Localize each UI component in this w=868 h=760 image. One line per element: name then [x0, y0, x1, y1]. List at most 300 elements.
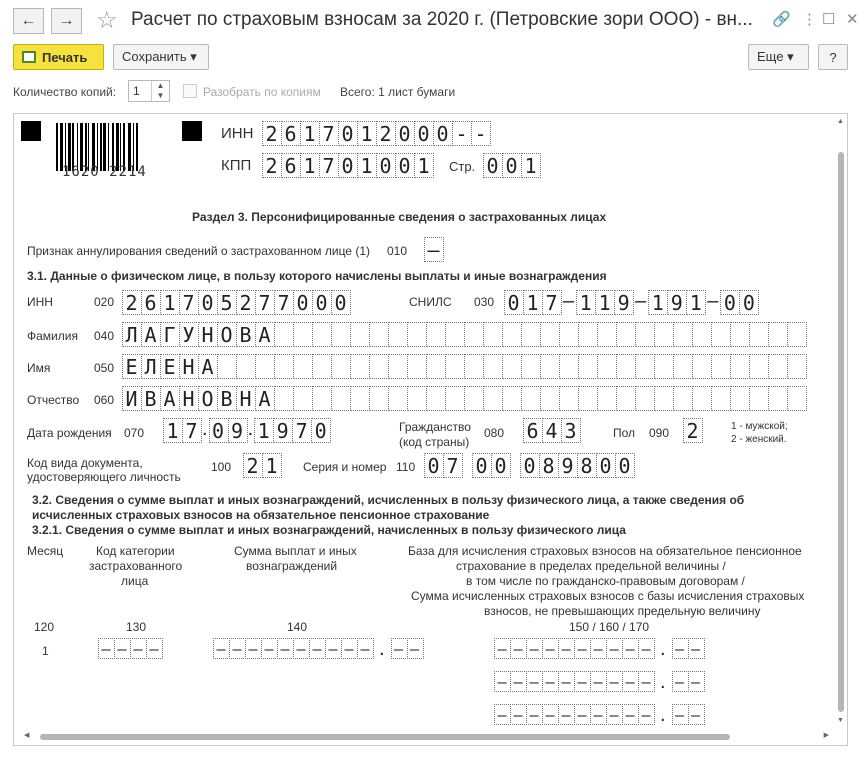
forward-icon: →: [58, 12, 75, 29]
form-cell: Е: [160, 354, 180, 379]
row-month: 1: [42, 644, 49, 658]
form-cell: [312, 386, 332, 411]
snils-label: СНИЛС: [409, 295, 452, 309]
form-separator: –: [635, 290, 647, 312]
form-cell: [692, 386, 712, 411]
form-cell: 9: [667, 290, 687, 315]
form-cell: –: [558, 671, 575, 692]
forward-button[interactable]: [51, 8, 82, 34]
form-cell: –: [574, 671, 591, 692]
form-cell: –: [245, 638, 262, 659]
form-cell: –: [325, 638, 342, 659]
form-cell: –: [638, 671, 655, 692]
birth-label: Дата рождения: [27, 426, 112, 440]
series-cells[interactable]: [424, 453, 634, 478]
form-cell: 1: [254, 418, 274, 443]
form-cell: –: [558, 638, 575, 659]
form-cell: [597, 322, 617, 347]
form-cell: [255, 354, 275, 379]
sex-label: Пол: [613, 426, 636, 440]
subsection-31-title: 3.1. Данные о физическом лице, в пользу которого начислены выплаты и иные вознаграждения: [27, 269, 607, 283]
form-cell: –: [357, 638, 374, 659]
page-cells: [483, 153, 540, 178]
form-cell: О: [198, 386, 218, 411]
header-kpp-cells: [262, 153, 433, 178]
doc-kind-code: 100: [211, 460, 232, 474]
subsection-32-title-2: исчисленных страховых взносов на обязательное пенсионное страхование: [32, 508, 490, 522]
form-cell: 6: [523, 418, 543, 443]
name-label: Имя: [27, 361, 51, 375]
form-cell: [749, 354, 769, 379]
form-cell: 7: [292, 418, 312, 443]
form-cell: –: [277, 638, 294, 659]
form-cell: 1: [648, 290, 668, 315]
form-cell: 2: [262, 153, 282, 178]
form-cell: 1: [300, 121, 320, 146]
help-button[interactable]: ?: [818, 44, 848, 70]
save-button[interactable]: Сохранить ▾: [113, 44, 209, 70]
form-cell: 1: [595, 290, 615, 315]
menu-icon[interactable]: ⋮: [802, 11, 817, 28]
form-cell: [730, 322, 750, 347]
form-cell: О: [217, 322, 237, 347]
form-cell: –: [688, 704, 705, 725]
form-cell: [521, 386, 541, 411]
link-icon[interactable]: 🔗: [772, 11, 791, 28]
col-month: Месяц: [27, 544, 64, 558]
form-cell: [331, 322, 351, 347]
form-cell: А: [160, 386, 180, 411]
form-cell: –: [494, 671, 511, 692]
form-cell: [597, 354, 617, 379]
form-cell: [787, 322, 807, 347]
form-cell: –: [590, 671, 607, 692]
form-cell: 7: [443, 453, 463, 478]
form-cell: –: [672, 704, 689, 725]
category-code-cells[interactable]: [98, 638, 162, 659]
sex-note-2: 2 - женский.: [731, 434, 787, 445]
name-code: 050: [94, 361, 115, 375]
annul-cell: –: [424, 237, 444, 262]
form-cell: Г: [160, 322, 180, 347]
form-cell: 0: [311, 418, 331, 443]
form-cell: 0: [395, 121, 415, 146]
scroll-left-icon[interactable]: ◀: [24, 732, 30, 739]
form-cell: –: [574, 704, 591, 725]
form-cell: В: [236, 322, 256, 347]
form-cell: Л: [122, 322, 142, 347]
form-cell: [578, 386, 598, 411]
form-cell: –: [590, 704, 607, 725]
form-cell: 3: [561, 418, 581, 443]
form-cell: –: [672, 638, 689, 659]
form-cell: [464, 354, 484, 379]
form-cell: –: [526, 704, 543, 725]
form-cell: [350, 354, 370, 379]
form-cell: [559, 354, 579, 379]
scroll-up-icon[interactable]: ▲: [837, 118, 844, 125]
form-separator: .: [660, 704, 666, 726]
vertical-scroll-thumb[interactable]: [838, 152, 844, 712]
form-cell: [236, 354, 256, 379]
form-cell: [578, 354, 598, 379]
corner-marker-right: [182, 121, 202, 141]
copies-label: Количество копий:: [13, 85, 117, 99]
form-cell: [407, 322, 427, 347]
form-cell: [673, 322, 693, 347]
person-inn-label: ИНН: [27, 295, 53, 309]
form-cell: Л: [141, 354, 161, 379]
form-cell: –: [622, 638, 639, 659]
form-cell: 2: [243, 453, 263, 478]
form-separator: –: [707, 290, 719, 312]
form-cell: –: [638, 638, 655, 659]
patronymic-cells[interactable]: [122, 386, 806, 411]
form-cell: В: [141, 386, 161, 411]
form-cell: –: [688, 638, 705, 659]
maximize-icon[interactable]: ☐: [822, 11, 836, 28]
col-base-5: взносов, не превышающих предельную величину: [484, 604, 761, 618]
citizenship-label-1: Гражданство: [399, 420, 471, 434]
annul-label: Признак аннулирования сведений о застрахованном лице (1): [27, 244, 370, 258]
form-cell: –: [98, 638, 115, 659]
series-code: 110: [396, 460, 416, 474]
form-cell: 6: [141, 290, 161, 315]
person-inn-cells[interactable]: [122, 290, 350, 315]
form-cell: 1: [686, 290, 706, 315]
form-cell: 0: [395, 153, 415, 178]
sex-cells[interactable]: [683, 418, 702, 443]
form-cell: 8: [577, 453, 597, 478]
form-cell: –: [261, 638, 278, 659]
form-separator: .: [247, 418, 254, 440]
form-cell: 0: [376, 153, 396, 178]
form-cell: [521, 322, 541, 347]
form-cell: [673, 386, 693, 411]
form-separator: [462, 453, 472, 478]
form-cell: 9: [614, 290, 634, 315]
form-cell: 0: [414, 121, 434, 146]
back-button[interactable]: [13, 8, 44, 34]
close-icon[interactable]: ✕: [846, 11, 859, 28]
window-title: Расчет по страховым взносам за 2020 г. (Петровские зори ООО) - вн...: [131, 9, 753, 30]
form-cell: –: [510, 638, 527, 659]
form-cell: 0: [293, 290, 313, 315]
form-cell: [274, 322, 294, 347]
col-base-2: страхование в пределах предельной величины /: [456, 559, 726, 573]
report-document: [14, 114, 834, 734]
form-cell: –: [606, 704, 623, 725]
birth-code: 070: [124, 426, 145, 440]
base-civil-contracts-cells[interactable]: [494, 671, 704, 694]
form-cell: [426, 386, 446, 411]
form-cell: –: [146, 638, 163, 659]
form-cell: 0: [491, 453, 511, 478]
print-button-label: Печать: [42, 49, 88, 65]
form-cell: [274, 354, 294, 379]
form-separator: .: [202, 418, 208, 440]
form-cell: –: [688, 671, 705, 692]
snils-cells[interactable]: [504, 290, 758, 315]
form-cell: [578, 322, 598, 347]
form-cell: [388, 354, 408, 379]
surname-code: 040: [94, 329, 115, 343]
form-cell: 0: [520, 453, 540, 478]
scroll-down-icon[interactable]: ▼: [837, 717, 844, 724]
form-cell: 0: [312, 290, 332, 315]
form-separator: .: [660, 671, 666, 693]
form-cell: 1: [523, 290, 543, 315]
form-cell: [483, 354, 503, 379]
barcode-number: 1620 2214: [62, 164, 147, 180]
horizontal-scrollbar[interactable]: [24, 733, 829, 741]
form-cell: [559, 322, 579, 347]
form-cell: [350, 322, 370, 347]
form-cell: Е: [122, 354, 142, 379]
form-cell: Н: [179, 354, 199, 379]
horizontal-scroll-thumb[interactable]: [40, 734, 730, 740]
page-label: Стр.: [449, 159, 476, 174]
form-cell: [350, 386, 370, 411]
form-separator: .: [660, 638, 666, 660]
form-cell: –: [341, 638, 358, 659]
form-cell: –: [391, 638, 408, 659]
form-cell: [369, 386, 389, 411]
form-cell: 0: [596, 453, 616, 478]
snils-code: 030: [474, 295, 495, 309]
form-cell: [711, 354, 731, 379]
form-cell: В: [217, 386, 237, 411]
col-sum-2: вознаграждений: [246, 559, 338, 573]
form-cell: 0: [338, 153, 358, 178]
code-130: 130: [126, 620, 147, 634]
form-cell: А: [255, 386, 275, 411]
vertical-scrollbar[interactable]: [837, 118, 845, 724]
form-cell: [407, 386, 427, 411]
form-cell: –: [622, 671, 639, 692]
form-cell: [502, 354, 522, 379]
person-inn-code: 020: [94, 295, 115, 309]
form-cell: –: [407, 638, 424, 659]
form-cell: [616, 386, 636, 411]
form-cell: [483, 322, 503, 347]
form-cell: [445, 354, 465, 379]
form-cell: 7: [182, 418, 202, 443]
code-150-160-170: 150 / 160 / 170: [569, 620, 650, 634]
copies-input[interactable]: [128, 80, 170, 102]
form-cell: А: [141, 322, 161, 347]
citizenship-cells[interactable]: [523, 418, 580, 443]
form-cell: 9: [558, 453, 578, 478]
more-button[interactable]: Еще ▾: [748, 44, 809, 70]
form-cell: –: [130, 638, 147, 659]
form-cell: 1: [160, 290, 180, 315]
form-cell: 4: [542, 418, 562, 443]
form-cell: [635, 386, 655, 411]
col-base-4: Сумма исчисленных страховых взносов с базы исчисления страховых: [411, 589, 805, 603]
form-cell: [369, 322, 389, 347]
form-cell: [388, 386, 408, 411]
form-cell: [654, 354, 674, 379]
form-cell: [521, 354, 541, 379]
form-cell: [654, 386, 674, 411]
form-cell: 5: [217, 290, 237, 315]
form-cell: 7: [319, 153, 339, 178]
form-cell: –: [638, 704, 655, 725]
form-cell: 1: [357, 121, 377, 146]
form-cell: Н: [179, 386, 199, 411]
form-cell: 6: [281, 153, 301, 178]
form-cell: 0: [615, 453, 635, 478]
form-cell: [426, 322, 446, 347]
form-cell: 0: [472, 453, 492, 478]
form-cell: [540, 354, 560, 379]
form-cell: [483, 386, 503, 411]
form-cell: 1: [521, 153, 541, 178]
form-cell: [768, 354, 788, 379]
form-cell: -: [452, 121, 472, 146]
surname-cells[interactable]: [122, 322, 806, 347]
form-cell: 7: [319, 121, 339, 146]
form-cell: -: [471, 121, 491, 146]
form-cell: –: [510, 704, 527, 725]
form-cell: 2: [236, 290, 256, 315]
form-cell: [711, 322, 731, 347]
form-cell: 0: [209, 418, 229, 443]
doc-kind-label-2: удостоверяющего личность: [27, 470, 181, 484]
form-cell: 0: [338, 121, 358, 146]
doc-kind-label-1: Код вида документа,: [27, 456, 143, 470]
form-cell: 2: [262, 121, 282, 146]
form-cell: [635, 354, 655, 379]
collate-checkbox[interactable]: [183, 84, 197, 98]
collate-label: Разобрать по копиям: [203, 85, 321, 99]
form-cell: [426, 354, 446, 379]
form-cell: –: [606, 638, 623, 659]
form-cell: 0: [720, 290, 740, 315]
form-cell: 1: [357, 153, 377, 178]
form-cell: [540, 322, 560, 347]
form-cell: [217, 354, 237, 379]
form-cell: [369, 354, 389, 379]
form-cell: –: [229, 638, 246, 659]
form-cell: –: [526, 638, 543, 659]
copies-spinner-icon[interactable]: ▲ ▼: [151, 81, 169, 101]
form-cell: 0: [739, 290, 759, 315]
col-base-3: в том числе по гражданско-правовым договорам /: [466, 574, 745, 588]
scroll-right-icon[interactable]: ▶: [823, 732, 829, 739]
form-cell: 1: [414, 153, 434, 178]
doc-kind-cells[interactable]: [243, 453, 281, 478]
patronymic-label: Отчество: [27, 393, 80, 407]
report-document-frame[interactable]: [13, 113, 848, 746]
section-title: Раздел 3. Персонифицированные сведения о застрахованных лицах: [192, 210, 607, 224]
citizenship-label-2: (код страны): [399, 435, 470, 449]
form-cell: 1: [163, 418, 183, 443]
form-cell: –: [558, 704, 575, 725]
form-cell: [711, 386, 731, 411]
code-120: 120: [34, 620, 55, 634]
copies-value: 1: [133, 84, 140, 98]
form-cell: [464, 322, 484, 347]
form-cell: [692, 354, 712, 379]
citizenship-code: 080: [484, 426, 505, 440]
form-cell: 2: [376, 121, 396, 146]
form-cell: [749, 386, 769, 411]
form-cell: [730, 354, 750, 379]
form-cell: –: [574, 638, 591, 659]
form-cell: [293, 386, 313, 411]
form-cell: 9: [228, 418, 248, 443]
annul-code: 010: [387, 244, 408, 258]
patronymic-code: 060: [94, 393, 115, 407]
payments-sum-cells[interactable]: [213, 638, 423, 661]
form-cell: [787, 354, 807, 379]
form-cell: [274, 386, 294, 411]
form-cell: [635, 322, 655, 347]
form-cell: Н: [198, 322, 218, 347]
form-cell: –: [494, 704, 511, 725]
form-cell: У: [179, 322, 199, 347]
form-cell: 0: [424, 453, 444, 478]
col-category-2: застрахованного: [89, 559, 183, 573]
form-cell: –: [622, 704, 639, 725]
favorite-star-icon[interactable]: ☆: [96, 7, 118, 34]
form-cell: 0: [198, 290, 218, 315]
form-cell: [388, 322, 408, 347]
subsection-32-title-1: 3.2. Сведения о сумме выплат и иных вознаграждений, исчисленных в пользу физического лица, а также сведения об: [32, 493, 745, 507]
series-label: Серия и номер: [303, 460, 387, 474]
form-cell: 2: [122, 290, 142, 315]
form-cell: [673, 354, 693, 379]
form-cell: А: [198, 354, 218, 379]
form-cell: 9: [273, 418, 293, 443]
form-cell: [654, 322, 674, 347]
form-cell: [597, 386, 617, 411]
form-cell: 7: [542, 290, 562, 315]
form-cell: 6: [281, 121, 301, 146]
form-cell: [730, 386, 750, 411]
base-limit-cells[interactable]: [494, 638, 704, 661]
form-cell: [464, 386, 484, 411]
form-cell: [445, 386, 465, 411]
form-cell: [331, 354, 351, 379]
form-cell: [787, 386, 807, 411]
annul-field[interactable]: [424, 237, 443, 262]
form-cell: 8: [539, 453, 559, 478]
birth-cells[interactable]: [163, 418, 330, 443]
contributions-sum-cells[interactable]: [494, 704, 704, 727]
form-cell: [445, 322, 465, 347]
form-cell: –: [526, 671, 543, 692]
form-cell: –: [114, 638, 131, 659]
form-cell: [293, 322, 313, 347]
name-cells[interactable]: [122, 354, 806, 379]
form-cell: –: [542, 671, 559, 692]
form-cell: [768, 322, 788, 347]
form-separator: –: [563, 290, 575, 312]
form-cell: –: [213, 638, 230, 659]
print-button[interactable]: [13, 44, 104, 70]
form-cell: [502, 322, 522, 347]
back-icon: ←: [20, 12, 37, 29]
form-cell: –: [606, 671, 623, 692]
form-cell: 0: [502, 153, 522, 178]
form-cell: –: [542, 638, 559, 659]
form-cell: [559, 386, 579, 411]
form-cell: 7: [274, 290, 294, 315]
form-cell: И: [122, 386, 142, 411]
